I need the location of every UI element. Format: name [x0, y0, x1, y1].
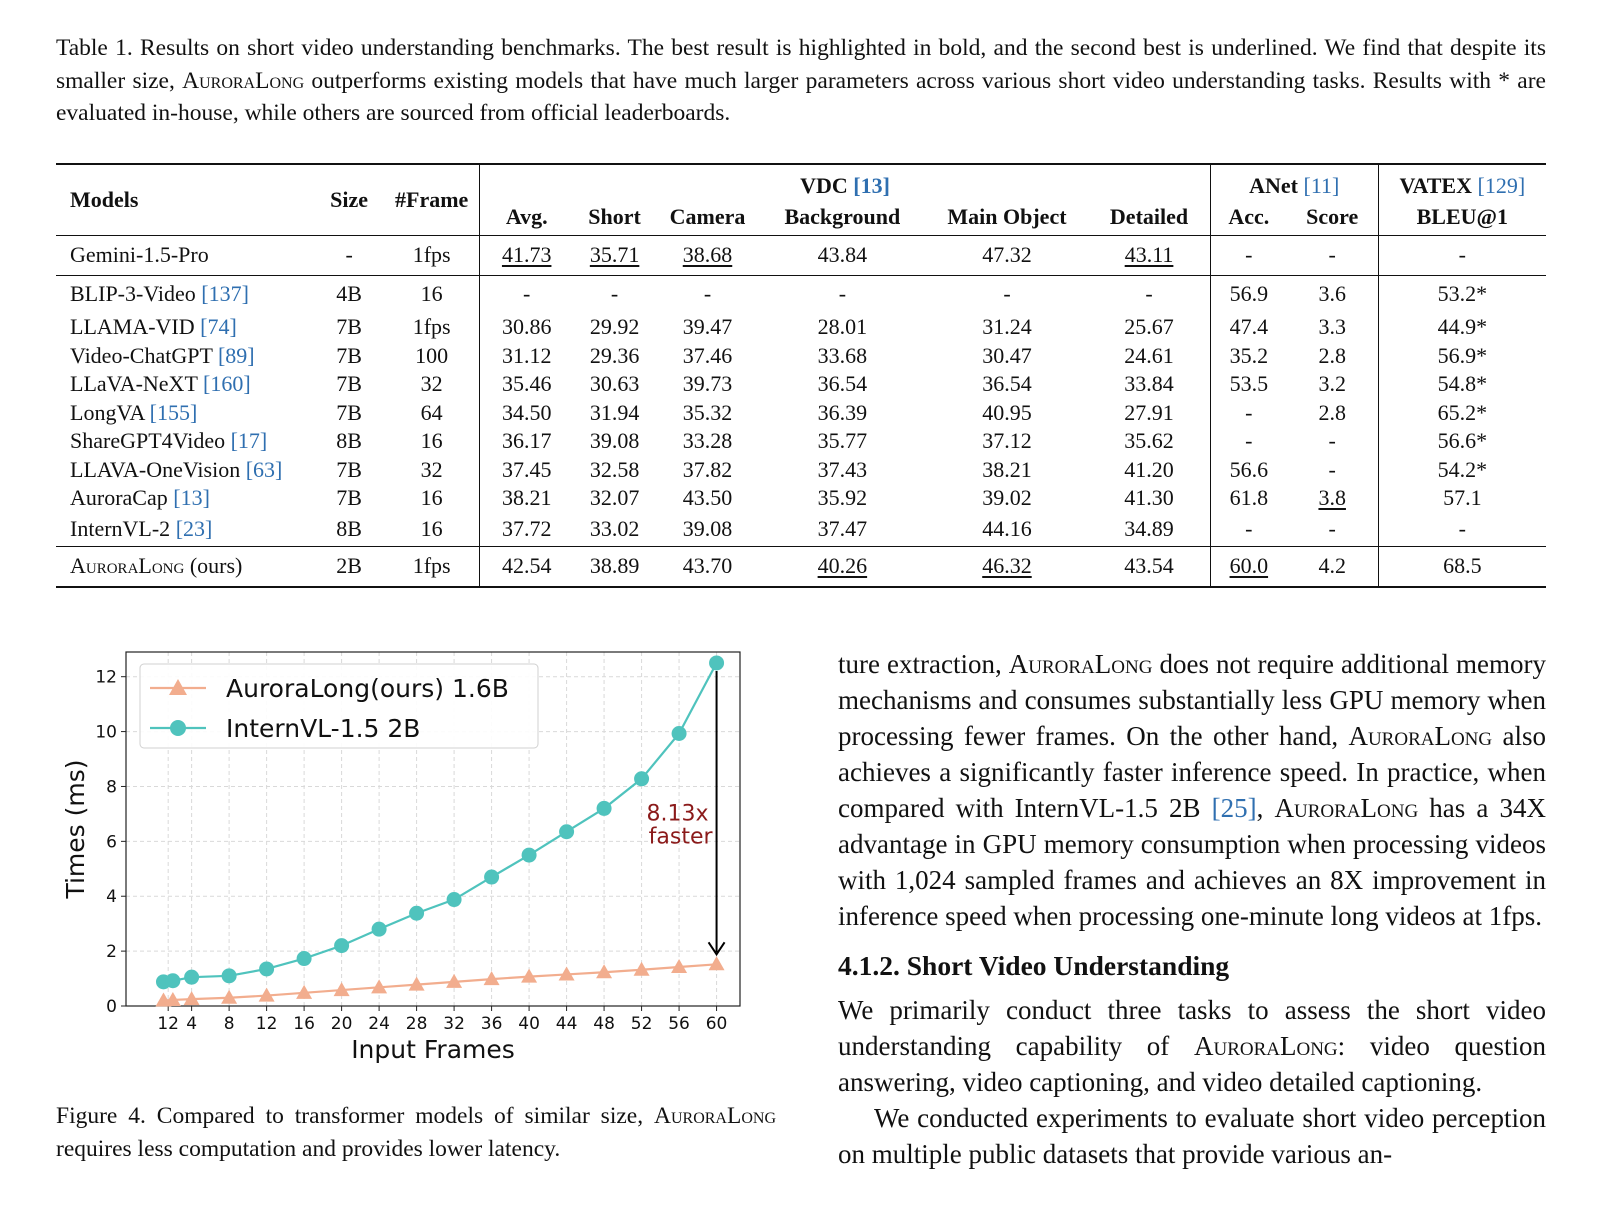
- value-cell: 42.54: [480, 547, 573, 587]
- frame-cell: 1fps: [412, 553, 451, 579]
- citation-link[interactable]: [160]: [203, 371, 251, 397]
- model-cell: [56, 547, 314, 587]
- x-tick-label: 16: [293, 1014, 315, 1034]
- value-cell: -: [1210, 235, 1286, 275]
- model-name: ShareGPT4Video: [70, 428, 226, 454]
- model-cell: [56, 275, 314, 313]
- value-cell: 60.0: [1210, 547, 1286, 587]
- header-detailed: Detailed: [1109, 203, 1189, 229]
- value-cell: 37.47: [817, 516, 868, 542]
- table-row: [56, 456, 1546, 485]
- value-cell: 39.08: [682, 516, 733, 542]
- table-row: [56, 313, 1546, 342]
- value-cell: 56.9: [1210, 275, 1286, 313]
- value-cell: -: [703, 281, 712, 307]
- table-caption: [56, 32, 1546, 130]
- data-point: [184, 970, 199, 985]
- value-cell: -: [1210, 427, 1286, 456]
- value-cell: 36.54: [817, 371, 868, 397]
- frame-cell: 16: [420, 428, 443, 454]
- size-cell: 7B: [336, 399, 362, 425]
- value-cell: 44.16: [982, 516, 1032, 542]
- model-name: AuroraLong: [70, 553, 185, 579]
- table-row-gemini: [56, 235, 1546, 275]
- data-point: [334, 938, 349, 953]
- table-caption-prefix: Table 1. Results on short video understanding benchmarks. The best result is highlighted in bold, and the second best is underlined. We find that despite its smaller size,: [56, 35, 1546, 94]
- value-cell: 35.46: [480, 370, 573, 399]
- data-point: [409, 906, 424, 921]
- value-cell: 68.5: [1378, 547, 1546, 587]
- latency-chart: [56, 650, 786, 1090]
- model-name: AuroraLong: [1348, 721, 1493, 751]
- model-name: InternVL-2: [70, 516, 171, 542]
- data-point: [634, 771, 649, 786]
- body-text: [838, 646, 1546, 1172]
- data-point: [597, 801, 612, 816]
- value-cell: -: [1378, 235, 1546, 275]
- value-cell: -: [1210, 513, 1286, 547]
- y-axis-label: Times (ms): [61, 759, 90, 899]
- value-cell: 35.77: [817, 428, 868, 454]
- series-line: [163, 964, 716, 1000]
- paragraph: [838, 646, 1546, 934]
- value-cell: -: [1378, 513, 1546, 547]
- value-cell: 43.54: [1124, 553, 1174, 579]
- value-cell: 35.2: [1210, 342, 1286, 371]
- header-vdc-label: VDC: [800, 173, 848, 198]
- data-point: [709, 956, 725, 970]
- value-cell: 33.28: [682, 428, 733, 454]
- value-cell: 33.02: [589, 516, 640, 542]
- y-tick-label: 4: [106, 887, 117, 908]
- value-cell: 56.6*: [1378, 427, 1546, 456]
- header-frame: #Frame: [395, 186, 469, 212]
- table-body: [56, 275, 1546, 547]
- value-cell: 36.39: [817, 399, 868, 425]
- legend-label: InternVL-1.5 2B: [226, 714, 421, 743]
- value-cell: 46.32: [982, 553, 1032, 579]
- y-tick-label: 8: [106, 777, 117, 798]
- value-cell: 37.12: [982, 428, 1032, 454]
- x-tick-label: 12: [255, 1014, 278, 1034]
- annotation-text: 8.13x: [646, 801, 709, 827]
- model-name: LLAMA-VID: [70, 314, 195, 340]
- size-cell: 8B: [336, 516, 362, 542]
- value-cell: 31.94: [589, 399, 640, 425]
- citation-link[interactable]: [17]: [230, 428, 268, 454]
- model-cell: [56, 456, 314, 485]
- header-main-object: Main Object: [947, 203, 1067, 229]
- value-cell: 43.50: [682, 485, 733, 511]
- model-name: LongVA: [70, 399, 145, 425]
- table-row: [56, 370, 1546, 399]
- value-cell: 35.92: [817, 485, 868, 511]
- header-camera: Camera: [669, 203, 746, 229]
- frame-cell: 64: [420, 399, 443, 425]
- x-tick-label: 60: [705, 1014, 728, 1034]
- value-cell: 35.62: [1124, 428, 1174, 454]
- value-cell: 30.47: [982, 342, 1032, 368]
- x-axis-label: Input Frames: [351, 1035, 515, 1064]
- legend-marker: [170, 720, 186, 736]
- size-cell: 7B: [336, 456, 362, 482]
- x-tick-label: 44: [555, 1014, 578, 1034]
- model-name: AuroraLong: [1008, 649, 1153, 679]
- legend-label: AuroraLong(ours) 1.6B: [226, 674, 509, 703]
- value-cell: 41.73: [480, 235, 573, 275]
- data-point: [672, 726, 687, 741]
- model-cell: [56, 513, 314, 547]
- header-background: Background: [784, 203, 901, 229]
- header-models: Models: [70, 186, 139, 212]
- header-short: Short: [588, 203, 641, 229]
- model-name: AuroraLong: [1193, 1031, 1338, 1061]
- value-cell: 43.84: [817, 242, 868, 267]
- figure-caption-suffix: requires less computation and provides lower latency.: [56, 1135, 561, 1162]
- x-tick-label: 12: [157, 1014, 180, 1034]
- data-point: [447, 892, 462, 907]
- value-cell: -: [1328, 456, 1336, 482]
- size-cell: 7B: [336, 342, 362, 368]
- annotation-text: faster: [648, 824, 713, 850]
- size-cell: 8B: [336, 428, 362, 454]
- frame-cell: 16: [420, 485, 443, 511]
- value-cell: 54.8*: [1378, 370, 1546, 399]
- y-tick-label: 10: [95, 722, 117, 743]
- y-tick-label: 2: [106, 942, 117, 963]
- model-name: BLIP-3-Video: [70, 281, 196, 307]
- header-score: Score: [1306, 203, 1359, 229]
- value-cell: 56.6: [1210, 456, 1286, 485]
- frame-cell: 1fps: [412, 314, 451, 340]
- value-cell: 24.61: [1124, 342, 1174, 368]
- value-cell: -: [838, 281, 847, 307]
- size-cell: 7B: [336, 485, 362, 511]
- value-cell: 37.45: [480, 456, 573, 485]
- value-cell: 47.32: [982, 242, 1032, 267]
- figure-caption-prefix: Figure 4. Compared to transformer models of similar size,: [56, 1103, 654, 1129]
- text-run: We primarily conduct three tasks to assess the short video understanding capability of: [838, 995, 1546, 1061]
- frame-cell: 16: [420, 281, 443, 307]
- y-tick-label: 12: [95, 667, 117, 688]
- value-cell: 41.30: [1124, 485, 1174, 511]
- value-cell: -: [1003, 281, 1011, 307]
- value-cell: 3.2: [1318, 371, 1346, 397]
- value-cell: 36.54: [982, 371, 1032, 397]
- size-cell: -: [345, 242, 353, 267]
- table-row: [56, 427, 1546, 456]
- data-point: [559, 824, 574, 839]
- frame-cell: 32: [420, 456, 443, 482]
- data-point: [372, 922, 387, 937]
- x-tick-label: 20: [330, 1014, 353, 1034]
- paragraph: We conducted experiments to evaluate short video perception on multiple public datasets that provide various an-: [838, 1103, 1546, 1169]
- model-name: AuroraLong: [654, 1103, 776, 1129]
- text-run: : video question answering, video captioning, and video detailed captioning.: [838, 1031, 1547, 1097]
- model-cell: [56, 342, 314, 371]
- value-cell: 65.2*: [1378, 399, 1546, 428]
- header-size: Size: [330, 186, 369, 212]
- model-cell: [56, 313, 314, 342]
- value-cell: 2.8: [1318, 399, 1346, 425]
- header-avg: Avg.: [480, 199, 573, 235]
- x-tick-label: 52: [630, 1014, 653, 1034]
- table-header-row-1: [56, 164, 1546, 199]
- value-cell: 32.58: [589, 456, 640, 482]
- text-run: ,: [1256, 793, 1275, 823]
- value-cell: 35.71: [589, 242, 640, 267]
- model-name: Video-ChatGPT: [70, 342, 213, 368]
- results-table: [56, 163, 1546, 588]
- model-cell: [56, 370, 314, 399]
- header-anet: [1210, 164, 1378, 199]
- citation-link[interactable]: [137]: [201, 281, 249, 307]
- y-tick-label: 6: [106, 832, 117, 853]
- data-point: [259, 961, 274, 976]
- value-cell: 28.01: [817, 314, 868, 340]
- frame-cell: 32: [420, 371, 443, 397]
- value-cell: -: [610, 281, 619, 307]
- chart-annotation: [647, 671, 725, 954]
- table-row: [56, 513, 1546, 547]
- citation-link[interactable]: [63]: [245, 456, 283, 482]
- value-cell: 30.63: [589, 371, 640, 397]
- frame-cell: 100: [415, 342, 449, 368]
- table-row: [56, 342, 1546, 371]
- header-acc: Acc.: [1210, 199, 1286, 235]
- value-cell: 54.2*: [1378, 456, 1546, 485]
- text-run: does not require additional memory mechanisms and consumes substantially less GPU memory when processing fewer frames. On the other hand,: [838, 649, 1546, 751]
- table-row: [56, 275, 1546, 313]
- data-point: [165, 973, 180, 988]
- citation-link[interactable]: [13]: [853, 173, 890, 198]
- value-cell: 39.73: [682, 371, 733, 397]
- table-caption-suffix: outperforms existing models that have much larger parameters across various short video understanding tasks. Results with * are evaluated in-house, while others are sourced from official leaderboards.: [56, 67, 1546, 126]
- paragraph: [838, 992, 1546, 1100]
- value-cell: 34.89: [1124, 516, 1174, 542]
- value-cell: 37.82: [682, 456, 733, 482]
- value-cell: 37.43: [817, 456, 868, 482]
- value-cell: 3.6: [1318, 281, 1346, 307]
- value-cell: 53.5: [1210, 370, 1286, 399]
- value-cell: 39.08: [589, 428, 640, 454]
- value-cell: 4.2: [1318, 553, 1346, 579]
- header-vatex-label: VATEX: [1399, 173, 1472, 198]
- value-cell: 61.8: [1210, 484, 1286, 513]
- value-cell: 36.17: [480, 427, 573, 456]
- value-cell: 39.47: [682, 314, 733, 340]
- size-cell: 4B: [336, 281, 362, 307]
- text-run: also achieves a significantly faster inference speed. In practice, when compared with InternVL-1.5 2B: [838, 721, 1546, 823]
- model-cell: [56, 484, 314, 513]
- citation-link[interactable]: [74]: [200, 314, 237, 340]
- value-cell: 30.86: [480, 313, 573, 342]
- value-cell: 44.9*: [1378, 313, 1546, 342]
- citation-link[interactable]: [129]: [1477, 173, 1526, 198]
- table-row-ours: [56, 547, 1546, 587]
- value-cell: 38.21: [480, 484, 573, 513]
- size-cell: 7B: [336, 371, 362, 397]
- data-point: [709, 655, 724, 670]
- value-cell: 2.8: [1318, 342, 1346, 368]
- chart-legend: [140, 664, 538, 748]
- table-row: [56, 484, 1546, 513]
- frame-cell: 1fps: [412, 242, 451, 267]
- x-tick-label: 32: [443, 1014, 465, 1034]
- value-cell: 43.70: [682, 553, 733, 579]
- x-tick-label: 28: [405, 1014, 428, 1034]
- value-cell: -: [1328, 516, 1336, 542]
- model-name: AuroraCap: [70, 485, 168, 511]
- table-row: [56, 399, 1546, 428]
- data-point: [297, 951, 312, 966]
- value-cell: 35.32: [682, 399, 733, 425]
- value-cell: 33.84: [1124, 371, 1174, 397]
- data-point: [484, 870, 499, 885]
- value-cell: 37.72: [480, 513, 573, 547]
- data-point: [522, 848, 537, 863]
- value-cell: 56.9*: [1378, 342, 1546, 371]
- citation-link[interactable]: [89]: [217, 342, 255, 368]
- header-anet-label: ANet: [1249, 173, 1298, 198]
- size-cell: 7B: [336, 314, 362, 340]
- value-cell: 40.95: [982, 399, 1032, 425]
- value-cell: 38.89: [589, 553, 640, 579]
- text-run: has a 34X advantage in GPU memory consumption when processing videos with 1,024 sampled frames and achieves an 8X improvement in inference speed when processing one-minute long videos at 1fps.: [838, 793, 1547, 931]
- value-cell: 31.24: [982, 314, 1032, 340]
- y-tick-label: 0: [106, 997, 117, 1017]
- x-tick-label: 24: [368, 1014, 390, 1034]
- value-cell: 29.92: [589, 314, 640, 340]
- figure-caption: [56, 1100, 776, 1165]
- citation-link[interactable]: [155]: [149, 399, 198, 425]
- data-point: [222, 968, 237, 983]
- model-name: AuroraLong: [182, 67, 305, 94]
- x-tick-label: 4: [186, 1014, 198, 1034]
- value-cell: 43.11: [1124, 242, 1174, 267]
- citation-link[interactable]: [13]: [173, 485, 210, 511]
- model-name: LLaVA-NeXT: [70, 371, 198, 397]
- value-cell: 40.26: [817, 553, 868, 579]
- model-name: LLAVA-OneVision: [70, 456, 241, 482]
- value-cell: 34.50: [480, 399, 573, 428]
- model-name: AuroraLong: [1274, 793, 1419, 823]
- value-cell: 39.02: [982, 485, 1032, 511]
- value-cell: 41.20: [1124, 456, 1174, 482]
- frame-cell: 16: [420, 516, 443, 542]
- value-cell: 25.67: [1124, 314, 1174, 340]
- x-tick-label: 56: [668, 1014, 690, 1034]
- value-cell: 53.2*: [1378, 275, 1546, 313]
- size-cell: 2B: [336, 553, 362, 579]
- citation-link[interactable]: [23]: [175, 516, 213, 542]
- value-cell: 29.36: [589, 342, 640, 368]
- citation-link[interactable]: [11]: [1303, 173, 1340, 198]
- model-cell: [56, 399, 314, 428]
- ours-suffix: (ours): [184, 553, 243, 579]
- x-tick-label: 40: [518, 1014, 540, 1034]
- header-vdc: [480, 164, 1211, 199]
- value-cell: 27.91: [1124, 399, 1174, 425]
- value-cell: 57.1: [1378, 484, 1546, 513]
- text-run: ture extraction,: [838, 649, 1009, 679]
- value-cell: 38.21: [982, 456, 1032, 482]
- value-cell: -: [1210, 399, 1286, 428]
- x-tick-label: 36: [480, 1014, 503, 1034]
- x-tick-label: 8: [223, 1014, 235, 1034]
- model-cell: [56, 427, 314, 456]
- model-cell: Gemini-1.5-Pro: [70, 242, 209, 267]
- value-cell: -: [480, 275, 573, 313]
- value-cell: 33.68: [817, 342, 868, 368]
- value-cell: 32.07: [589, 485, 640, 511]
- value-cell: 38.68: [682, 242, 733, 267]
- value-cell: -: [1145, 281, 1153, 307]
- value-cell: 3.3: [1318, 314, 1346, 340]
- value-cell: 47.4: [1210, 313, 1286, 342]
- x-tick-label: 48: [593, 1014, 615, 1034]
- value-cell: 31.12: [480, 342, 573, 371]
- value-cell: 37.46: [682, 342, 733, 368]
- section-title: 4.1.2. Short Video Understanding: [838, 950, 1230, 981]
- citation-link[interactable]: [25]: [1211, 793, 1257, 823]
- value-cell: -: [1328, 242, 1336, 267]
- header-bleu: BLEU@1: [1378, 199, 1546, 235]
- header-vatex: [1378, 164, 1546, 199]
- value-cell: 3.8: [1318, 485, 1346, 511]
- value-cell: -: [1328, 428, 1336, 454]
